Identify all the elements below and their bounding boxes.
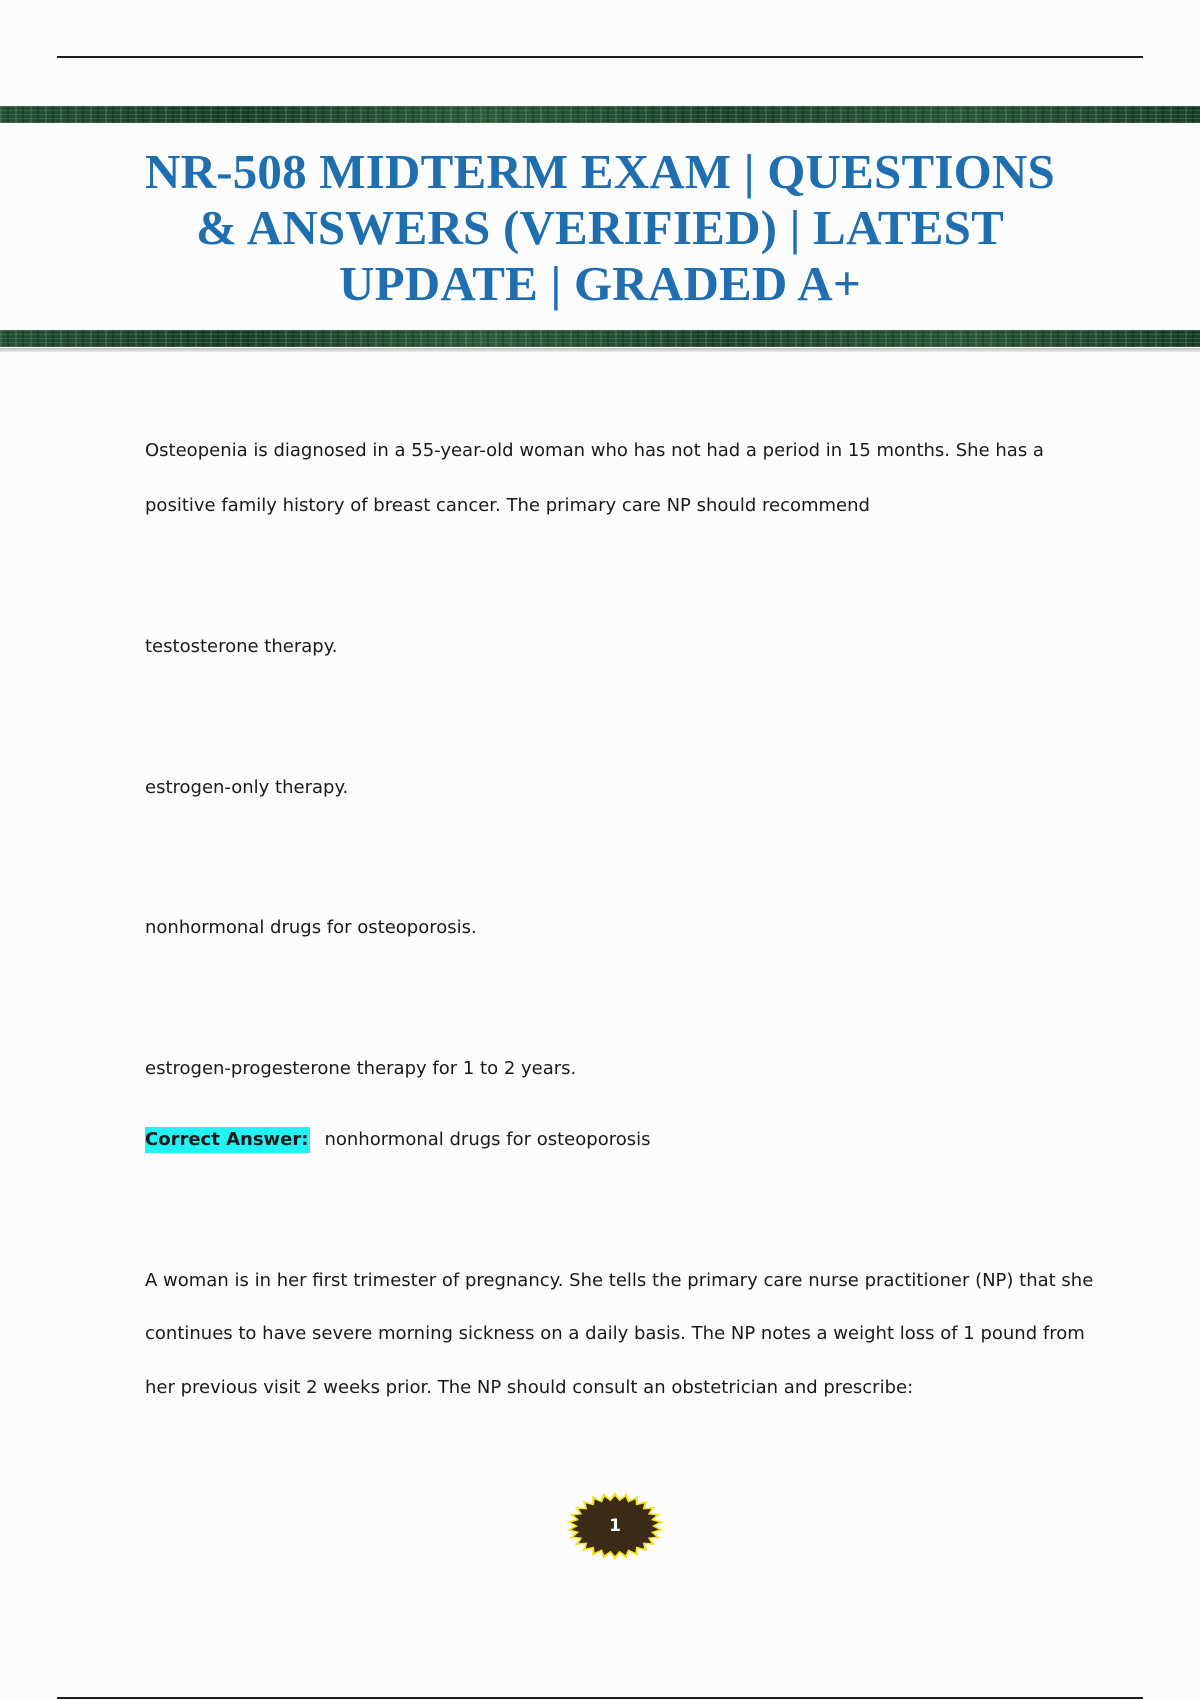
correct-answer-label: Correct Answer: — [145, 1127, 310, 1153]
title-line-1: NR-508 MIDTERM EXAM | QUESTIONS — [145, 144, 1055, 199]
title-banner-top-border — [0, 106, 1200, 123]
bottom-rule — [57, 1697, 1143, 1699]
title-line-3: UPDATE | GRADED A+ — [339, 256, 861, 311]
page-number-badge — [565, 1491, 665, 1561]
question-1-option-3: nonhormonal drugs for osteoporosis. — [145, 917, 477, 938]
page-number: 1 — [609, 1516, 621, 1536]
banner-shadow — [0, 348, 1200, 352]
question-1-option-1: testosterone therapy. — [145, 636, 338, 657]
top-rule — [57, 56, 1143, 58]
question-1-option-4: estrogen-progesterone therapy for 1 to 2 years. — [145, 1058, 577, 1079]
question-2-stem-line-1: A woman is in her first trimester of pregnancy. She tells the primary care nurse practitioner (NP) that she — [145, 1270, 1094, 1291]
question-2-stem-line-2: continues to have severe morning sickness on a daily basis. The NP notes a weight loss of 1 pound from — [145, 1323, 1085, 1344]
correct-answer-text: nonhormonal drugs for osteoporosis — [324, 1129, 651, 1150]
question-1-stem-line-1: Osteopenia is diagnosed in a 55-year-old woman who has not had a period in 15 months. She has a — [145, 440, 1044, 461]
title-banner-bottom-border — [0, 330, 1200, 347]
question-2-stem-line-3: her previous visit 2 weeks prior. The NP should consult an obstetrician and prescribe: — [145, 1377, 914, 1398]
question-1-correct-answer — [145, 1129, 650, 1151]
title-line-2: & ANSWERS (VERIFIED) | LATEST — [195, 200, 1004, 255]
question-1-stem-line-2: positive family history of breast cancer. The primary care NP should recommend — [145, 495, 870, 516]
question-1-option-2: estrogen-only therapy. — [145, 777, 349, 798]
document-title — [100, 144, 1100, 312]
